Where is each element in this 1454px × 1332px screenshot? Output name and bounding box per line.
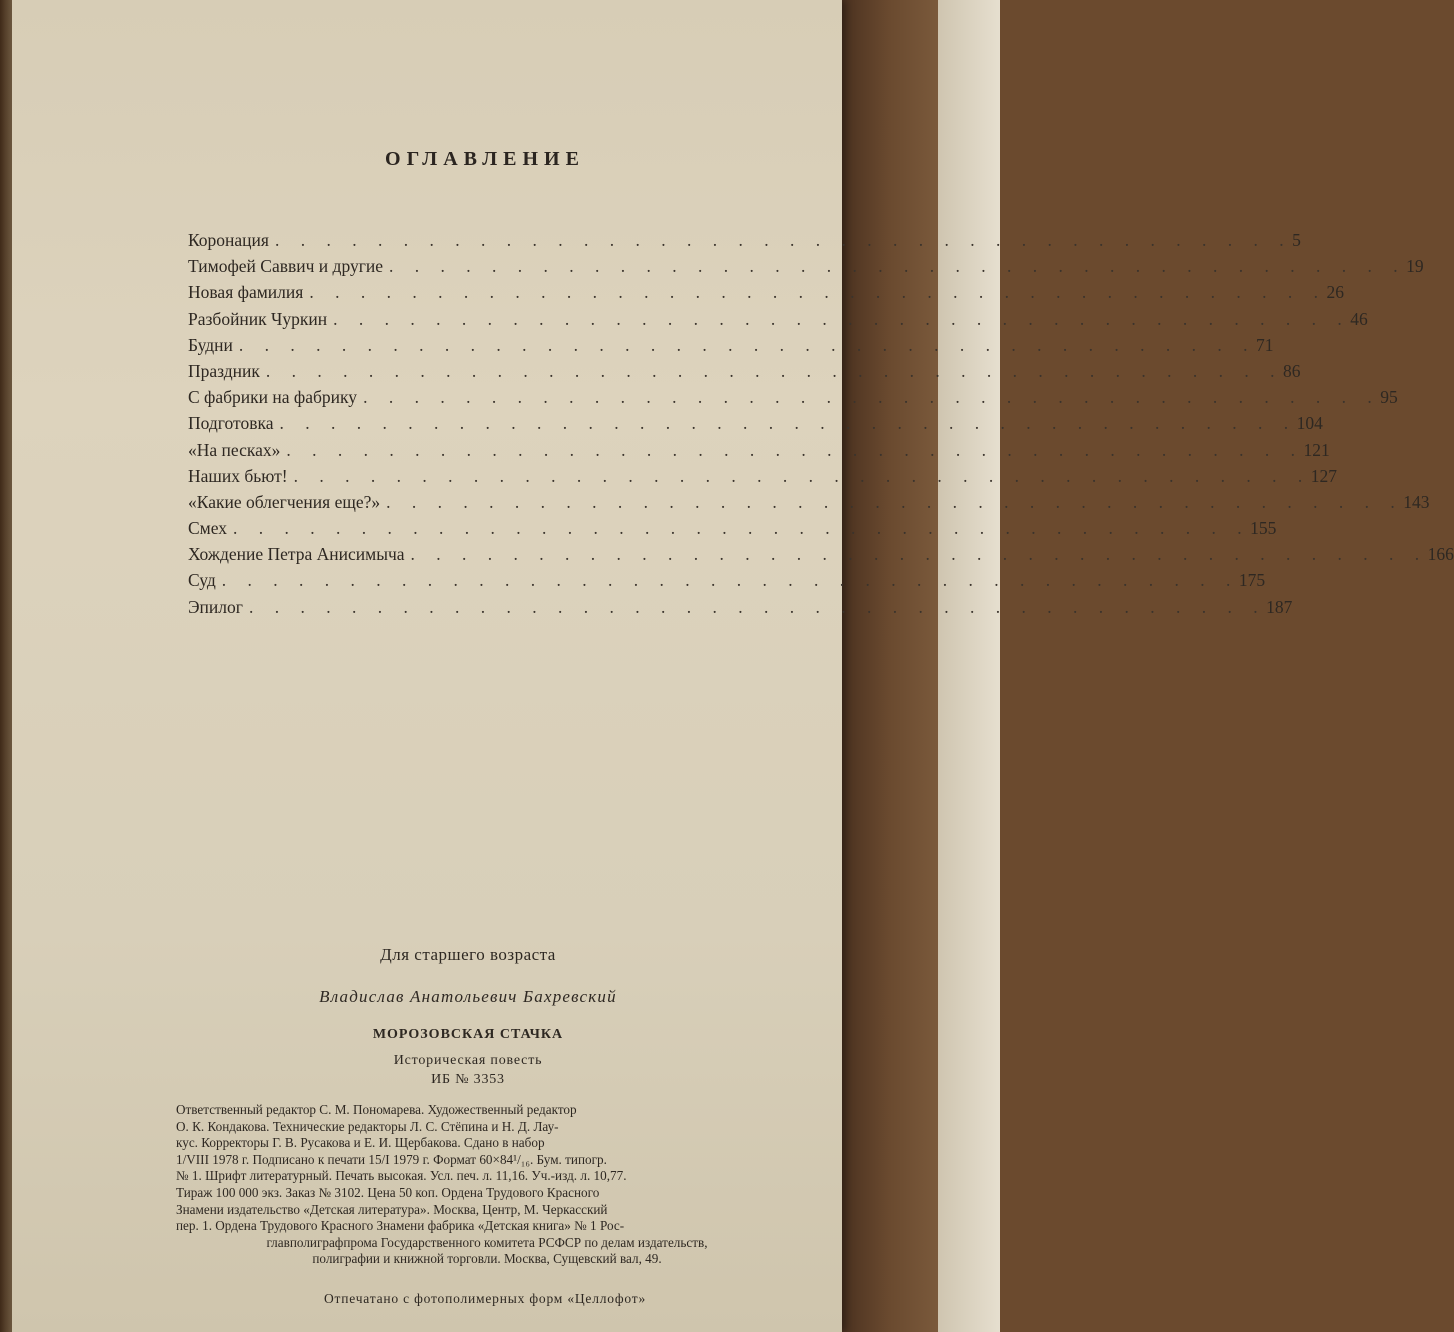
toc-heading: ОГЛАВЛЕНИЕ (385, 148, 585, 170)
toc-leader-dots: . . . . . . . . . . . . . . . . . . . . . . . . . . . . . . . . . . . . . . . . (389, 256, 1407, 277)
toc-entry-page: 121 (1303, 439, 1330, 460)
toc-entry-title: Суд (188, 570, 216, 591)
toc-entry-page: 86 (1283, 360, 1301, 381)
toc-leader-dots: . . . . . . . . . . . . . . . . . . . . . . . . . . . . . . . . . . . . . . . . (410, 544, 1428, 565)
toc-entry-page: 46 (1350, 308, 1368, 329)
toc-entry-page: 155 (1250, 518, 1277, 539)
toc-entry-page: 127 (1310, 465, 1337, 486)
toc-leader-dots: . . . . . . . . . . . . . . . . . . . . . . . . . . . . . . . . . . . . . . . . (363, 387, 1381, 408)
toc-entry-title: Разбойник Чуркин (188, 308, 328, 329)
table-of-contents (188, 230, 1454, 623)
toc-entry (188, 465, 1337, 492)
toc-entry-page: 166 (1427, 544, 1454, 565)
toc-leader-dots: . . . . . . . . . . . . . . . . . . . . . . . . . . . . . . . . . . . . . . . . (293, 465, 1311, 486)
toc-entry (188, 570, 1266, 596)
toc-entry-page: 5 (1292, 230, 1301, 250)
toc-entry-title: Коронация (188, 230, 269, 250)
toc-leader-dots: . . . . . . . . . . . . . . . . . . . . . . . . . . . . . . . . . . . . . . . . (309, 282, 1327, 303)
printing-note: Отпечатано с фотополимерных форм «Целлофот» (323, 1291, 647, 1306)
toc-entry-title: С фабрики на фабрику (188, 387, 358, 408)
toc-entry-page: 95 (1380, 387, 1398, 408)
toc-leader-dots: . . . . . . . . . . . . . . . . . . . . . . . . . . . . . . . . . . . . . . . . (286, 439, 1304, 460)
toc-leader-dots: . . . . . . . . . . . . . . . . . . . . . . . . . . . . . . . . . . . . . . . . (233, 518, 1251, 539)
imprint-line: главполиграфпрома Государственного комитета РСФСР по делам издательств, (266, 1234, 708, 1250)
toc-entry-title: Праздник (188, 360, 260, 381)
toc-entry-title: Наших бьют! (188, 465, 288, 486)
imprint-line: полиграфии и книжной торговли. Москва, Сущевский вал, 49. (312, 1251, 662, 1267)
toc-entry (188, 544, 1454, 570)
imprint-details (176, 1102, 798, 1268)
toc-leader-dots: . . . . . . . . . . . . . . . . . . . . . . . . . . . . . . . . . . . . . . . . (221, 570, 1239, 591)
toc-entry-title: Тимофей Саввич и другие (188, 256, 384, 277)
audience-note: Для старшего возраста (380, 945, 556, 964)
imprint-line: № 1. Шрифт литературный. Печать высокая. Усл. печ. л. 11,16. Уч.-изд. л. 10,77. (176, 1168, 627, 1184)
toc-entry (188, 439, 1330, 466)
toc-entry (188, 413, 1323, 439)
toc-leader-dots: . . . . . . . . . . . . . . . . . . . . . . . . . . . . . . . . . . . . . . . . (333, 308, 1351, 329)
toc-entry-title: «Какие облегчения еще?» (188, 491, 381, 512)
toc-entry-page: 104 (1296, 413, 1323, 434)
toc-entry-page: 143 (1403, 491, 1430, 512)
toc-entry (188, 596, 1293, 623)
toc-entry-page: 187 (1266, 596, 1293, 617)
imprint-line: кус. Корректоры Г. В. Русакова и Е. И. Щербакова. Сдано в набор (176, 1135, 545, 1151)
ib-number: ИБ № 3353 (431, 1072, 505, 1087)
book-genre: Историческая повесть (393, 1053, 543, 1068)
toc-entry-title: Будни (188, 334, 233, 355)
toc-entry (188, 518, 1277, 544)
toc-leader-dots: . . . . . . . . . . . . . . . . . . . . . . . . . . . . . . . . . . . . . . . . (238, 334, 1257, 355)
toc-entry-page: 175 (1238, 570, 1266, 591)
author-name: Владислав Анатольевич Бахревский (319, 987, 617, 1006)
toc-entry-page: 19 (1406, 256, 1424, 277)
book-title: МОРОЗОВСКАЯ СТАЧКА (372, 1027, 564, 1042)
toc-entry-title: «На песках» (188, 439, 281, 460)
toc-entry-title: Подготовка (188, 413, 274, 434)
toc-entry-page: 71 (1256, 334, 1274, 355)
imprint-line: Тираж 100 000 экз. Заказ № 3102. Цена 50 коп. Ордена Трудового Красного (176, 1184, 600, 1200)
toc-entry (188, 491, 1430, 518)
toc-entry (188, 387, 1398, 413)
imprint-line: О. К. Кондакова. Технические редакторы Л. С. Стёпина и Н. Д. Лау- (176, 1118, 559, 1134)
toc-entry (188, 282, 1344, 308)
imprint-line: пер. 1. Ордена Трудового Красного Знамени фабрика «Детская книга» № 1 Рос- (176, 1218, 625, 1234)
toc-entry (188, 334, 1274, 361)
toc-leader-dots: . . . . . . . . . . . . . . . . . . . . . . . . . . . . . . . . . . . . . . . . (386, 491, 1404, 512)
toc-entry (188, 230, 1301, 256)
toc-leader-dots: . . . . . . . . . . . . . . . . . . . . . . . . . . . . . . . . . . . . . . . . (265, 360, 1284, 381)
toc-leader-dots: . . . . . . . . . . . . . . . . . . . . . . . . . . . . . . . . . . . . . . . . (248, 596, 1267, 617)
imprint-line: 1/VIII 1978 г. Подписано к печати 15/I 1979 г. Формат 60×84¹/₁₆. Бум. типогр. (176, 1151, 607, 1167)
imprint-line: Знамени издательство «Детская литература». Москва, Центр, М. Черкасский (176, 1201, 608, 1217)
toc-entry-title: Хождение Петра Анисимыча (188, 544, 405, 565)
toc-entry (188, 360, 1301, 387)
toc-entry (188, 256, 1424, 282)
imprint-line: Ответственный редактор С. М. Пономарева. Художественный редактор (176, 1102, 577, 1117)
toc-entry-page: 26 (1326, 282, 1344, 303)
toc-leader-dots: . . . . . . . . . . . . . . . . . . . . . . . . . . . . . . . . . . . . . . . . (274, 230, 1293, 250)
toc-entry-title: Эпилог (188, 596, 243, 617)
toc-entry-title: Смех (188, 518, 228, 539)
right-page-edge (938, 0, 1000, 1332)
toc-leader-dots: . . . . . . . . . . . . . . . . . . . . . . . . . . . . . . . . . . . . . . . . (279, 413, 1297, 434)
toc-entry-title: Новая фамилия (188, 282, 304, 303)
toc-entry (188, 308, 1368, 335)
